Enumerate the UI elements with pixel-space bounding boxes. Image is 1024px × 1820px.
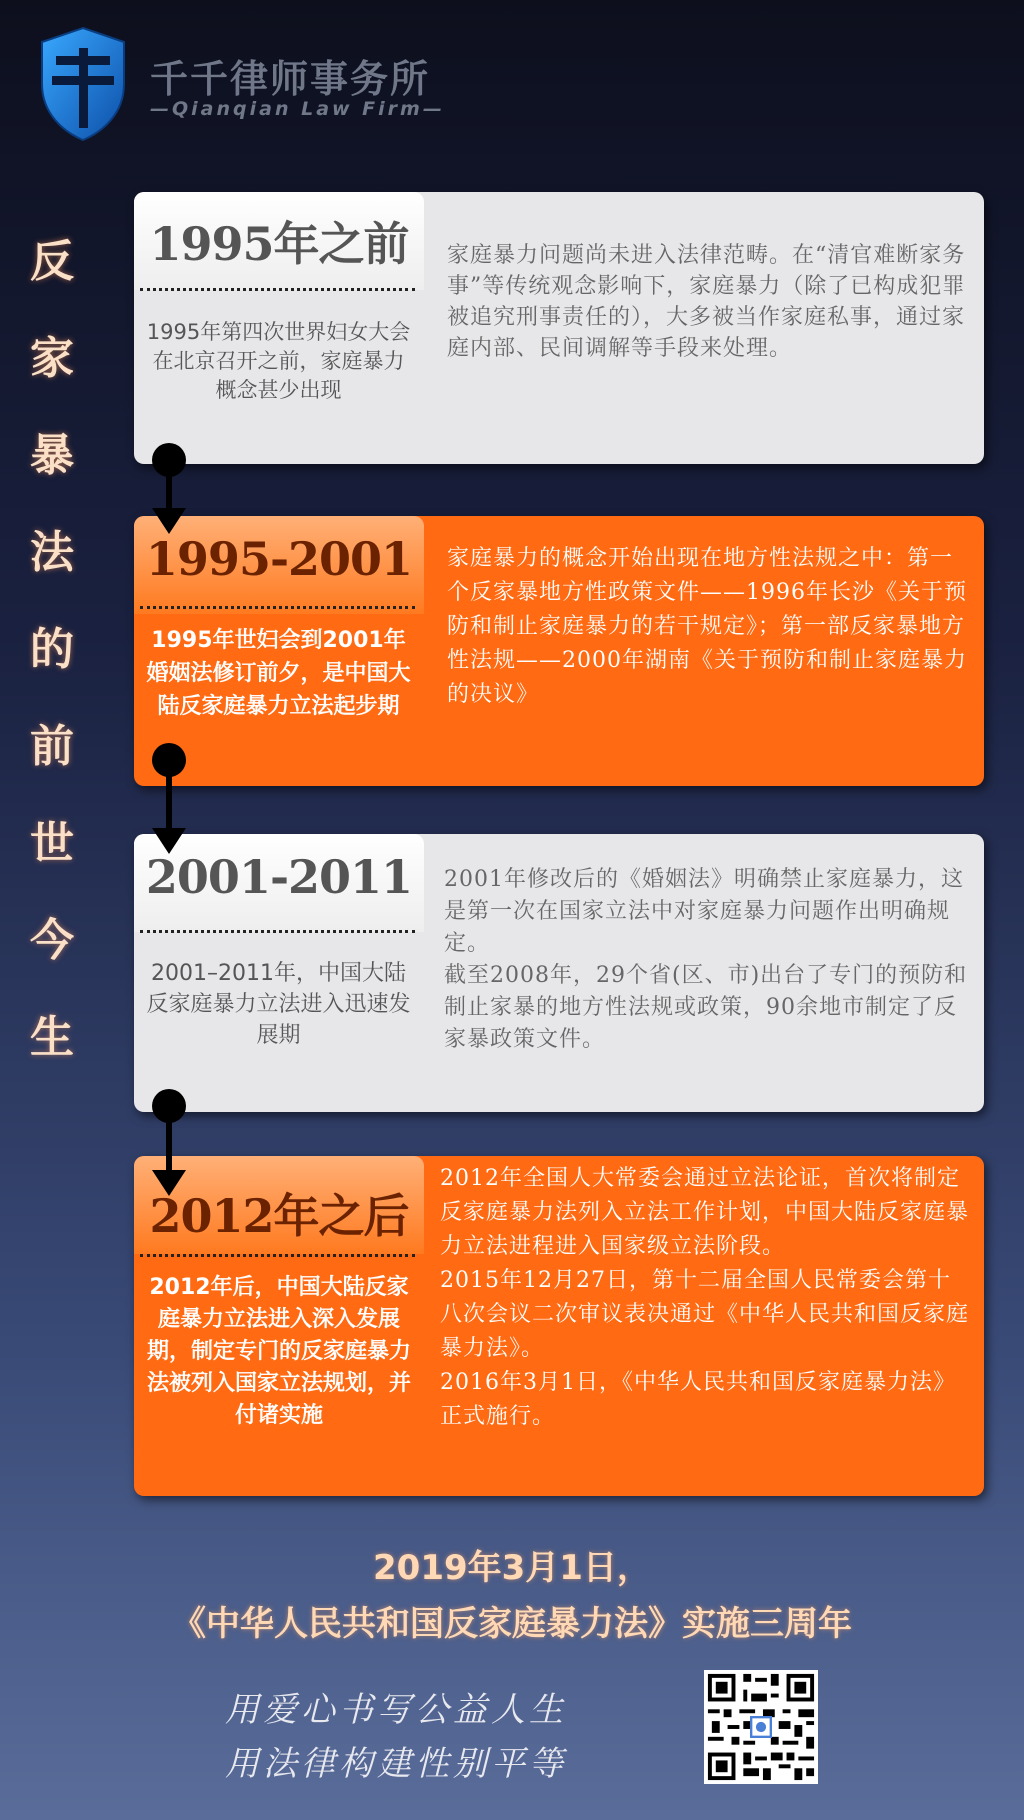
- timeline-card-1995-2001: [134, 516, 984, 786]
- title-char: 反: [30, 236, 74, 287]
- title-char: 生: [30, 1012, 74, 1063]
- detail-line: 2015年12月27日，第十二届全国人民常委会第十八次会议二次审议表决通过《中华人民共和国反家庭暴力法》。: [440, 1268, 970, 1361]
- firm-logo: [40, 26, 460, 146]
- arrow-down-icon: [152, 508, 186, 534]
- period-title: 2001-2011: [145, 850, 413, 904]
- title-char: 世: [30, 818, 74, 869]
- dotted-divider: [140, 288, 415, 291]
- period-title: 1995-2001: [145, 532, 413, 586]
- dotted-divider: [140, 606, 415, 609]
- title-char: 今: [30, 915, 74, 966]
- firm-name: 千千律师事务所: [150, 57, 431, 101]
- period-summary: 2012年后，中国大陆反家庭暴力立法进入深入发展期，制定专门的反家庭暴力法被列入国家立法规划，并付诸实施: [146, 1275, 411, 1428]
- timeline-card-1995-before: [134, 192, 984, 464]
- timeline-stem: [166, 770, 172, 830]
- slogan-2: 用法律构建性别平等: [225, 1744, 567, 1784]
- period-detail: [440, 1162, 972, 1434]
- timeline-stem: [166, 1116, 172, 1172]
- period-detail: [444, 864, 972, 1056]
- timeline-stem: [166, 470, 172, 510]
- detail-line: 2001年修改后的《婚姻法》明确禁止家庭暴力，这是第一次在国家立法中对家庭暴力问题作出明确规定。: [444, 867, 964, 956]
- title-char: 家: [30, 333, 74, 384]
- arrow-down-icon: [152, 1170, 186, 1196]
- firm-name-en: — Qianqian Law Firm —: [150, 98, 445, 120]
- title-char: 法: [30, 527, 74, 578]
- title-char: 的: [30, 624, 74, 675]
- period-summary: 2001–2011年，中国大陆反家庭暴力立法进入迅速发展期: [146, 961, 411, 1048]
- timeline-card-2012-after: [134, 1156, 984, 1496]
- arrow-down-icon: [152, 828, 186, 854]
- period-summary: 1995年世妇会到2001年婚姻法修订前夕，是中国大陆反家庭暴力立法起步期: [146, 628, 411, 719]
- title-char: 暴: [30, 430, 74, 481]
- slogan-1: 用爱心书写公益人生: [225, 1690, 567, 1730]
- dotted-divider: [140, 1254, 415, 1257]
- detail-line: 2012年全国人大常委会通过立法论证，首次将制定反家庭暴力法列入立法工作计划，中国大陆反家庭暴力立法进程进入国家级立法阶段。: [440, 1166, 970, 1259]
- title-char: 前: [30, 721, 74, 772]
- anniversary-text: 《中华人民共和国反家庭暴力法》实施三周年: [172, 1604, 852, 1644]
- period-detail: 家庭暴力的概念开始出现在地方性法规之中：第一个反家暴地方性政策文件——1996年长沙《关于预防和制止家庭暴力的若干规定》；第一部反家暴地方性法规——2000年湖南《关于预防和制止家庭暴力的决议》: [447, 546, 967, 707]
- detail-line: 截至2008年，29个省(区、市)出台了专门的预防和制止家暴的地方性法规或政策，90余地市制定了反家暴政策文件。: [444, 963, 968, 1052]
- period-detail: 家庭暴力问题尚未进入法律范畴。在“清官难断家务事”等传统观念影响下，家庭暴力（除了已构成犯罪被追究刑事责任的），大多被当作家庭私事，通过家庭内部、民间调解等手段来处理。: [447, 243, 966, 361]
- anniversary-date: 2019年3月1日，: [373, 1548, 651, 1588]
- timeline-card-2001-2011: [134, 834, 984, 1112]
- qr-code-icon: [704, 1670, 818, 1784]
- period-summary: 1995年第四次世界妇女大会在北京召开之前，家庭暴力概念甚少出现: [146, 320, 411, 402]
- period-title: 1995年之前: [149, 217, 409, 271]
- detail-line: 2016年3月1日，《中华人民共和国反家庭暴力法》正式施行。: [440, 1370, 956, 1429]
- dotted-divider: [140, 930, 415, 933]
- period-title: 2012年之后: [149, 1189, 409, 1243]
- shield-cross-icon: [40, 26, 126, 142]
- vertical-title: [22, 232, 82, 1105]
